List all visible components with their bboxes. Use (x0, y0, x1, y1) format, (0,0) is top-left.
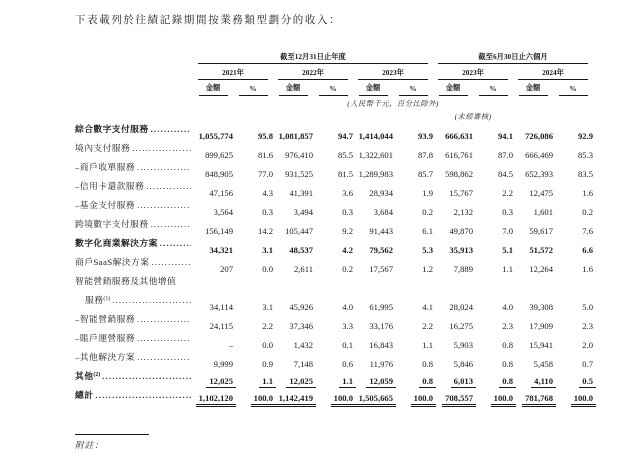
percent-cell: 5.3 (422, 245, 434, 255)
amount-cell: 616,761 (445, 150, 474, 160)
percent-cell: 0.2 (422, 207, 434, 217)
dot-leader (151, 219, 191, 229)
percent-cell: 100.0 (233, 388, 273, 407)
table-body (75, 122, 593, 407)
table-row (75, 312, 593, 331)
year-header-row (75, 64, 593, 80)
spacer-cell (75, 80, 193, 96)
spacer-cell (513, 109, 593, 122)
percent-cell: 0.3 (502, 207, 514, 217)
row-label: 其他$^{(2)}$ ..... (75, 369, 193, 382)
table-row (75, 369, 593, 388)
amount-header: 金額 (273, 80, 313, 96)
percent-cell: 83.5 (577, 169, 594, 179)
amount-cell: 12,025 (193, 369, 233, 388)
row-label: 境內支付服務 ..... (75, 141, 193, 154)
spacer-cell (75, 109, 193, 122)
percent-cell: 2.2 (502, 188, 514, 198)
percent-header: % (393, 80, 433, 96)
percent-cell: 0.1 (342, 340, 353, 350)
amount-cell: 1,081,857 (278, 131, 313, 141)
year-header-2024-interim: 2024年 (513, 64, 593, 80)
amount-cell: 39,308 (529, 302, 554, 312)
amount-cell: 1,432 (293, 340, 313, 350)
percent-cell: 1.9 (422, 188, 434, 198)
amount-cell: 12,059 (353, 369, 393, 388)
percent-cell: 84.5 (497, 169, 514, 179)
table-row (75, 255, 593, 274)
percent-cell: 5.1 (502, 245, 514, 255)
year-header-2023: 2023年 (353, 64, 433, 80)
row-label: 綜合數字支付服務 ..... (75, 122, 193, 135)
footnote-divider (75, 434, 149, 435)
percent-cell: 3.6 (342, 188, 353, 198)
amount-cell: 51,572 (529, 245, 554, 255)
amount-cell: 708,557 (433, 388, 473, 407)
amount-cell: 28,934 (369, 188, 393, 198)
percent-cell: 77.0 (257, 169, 273, 179)
amount-cell: 899,625 (205, 150, 233, 160)
percent-cell: 6.1 (422, 226, 434, 236)
percent-header: % (233, 80, 273, 96)
table-row (75, 198, 593, 217)
amount-cell: 1,055,774 (198, 131, 233, 141)
amount-cell: 5,903 (453, 340, 474, 350)
row-label: –其他解決方案 ..... (75, 350, 193, 363)
currency-note: (人民幣千元，百分比除外) (347, 99, 439, 108)
dot-leader (137, 162, 191, 172)
table-row (75, 236, 593, 255)
percent-cell: 2.0 (582, 340, 594, 350)
table-row (75, 293, 593, 312)
percent-cell: 2.2 (422, 321, 434, 331)
percent-cell: 4.0 (342, 302, 353, 312)
amount-cell: 3,494 (293, 207, 313, 217)
spacer-cell (193, 109, 433, 122)
row-label: –賬戶運營服務 ..... (75, 331, 193, 344)
percent-cell: 0.5 (553, 369, 593, 388)
row-label: 總計 ..... (75, 388, 193, 401)
percent-cell: 93.9 (417, 131, 434, 141)
amount-cell: 45,926 (289, 302, 313, 312)
row-label: 數字化商業解決方案 ..... (75, 236, 193, 249)
percent-cell: 81.5 (337, 169, 353, 179)
percent-cell: 0.9 (262, 359, 273, 369)
percent-cell: 0.6 (342, 359, 353, 369)
percent-cell: 100.0 (313, 388, 353, 407)
amount-cell: 4,110 (513, 369, 553, 388)
dot-leader (102, 371, 191, 381)
amount-cell: 47,156 (209, 188, 233, 198)
dot-leader (146, 181, 191, 191)
percent-cell: 4.0 (502, 302, 514, 312)
year-header-2021: 2021年 (193, 64, 273, 80)
row-label: 服務$^{(1)}$ ..... (75, 293, 193, 306)
dot-leader (112, 295, 191, 305)
table-header (75, 46, 593, 122)
unaudited-note: (未經審核) (454, 112, 492, 121)
footnote-ref: (1) (103, 296, 111, 303)
table-row (75, 388, 593, 407)
table-row (75, 350, 593, 369)
amount-header: 金額 (433, 80, 473, 96)
percent-cell: 3.1 (262, 302, 273, 312)
unaudited-note-row (75, 109, 593, 122)
percent-cell: 6.6 (582, 245, 594, 255)
table-row (75, 141, 593, 160)
amount-cell: 598,862 (445, 169, 474, 179)
percent-header: % (473, 80, 513, 96)
amount-cell: 41,391 (289, 188, 313, 198)
percent-cell: 94.1 (497, 131, 514, 141)
percent-cell: 2.3 (582, 321, 594, 331)
dot-leader (132, 143, 191, 153)
amount-cell: 931,525 (285, 169, 313, 179)
percent-cell: 0.0 (262, 340, 273, 350)
amount-cell: 7,889 (453, 264, 474, 274)
amount-cell: 1,505,665 (353, 388, 393, 407)
percent-cell: 14.2 (257, 226, 273, 236)
table-row (75, 179, 593, 198)
amount-cell: 1,102,120 (193, 388, 233, 407)
amount-cell: 105,447 (285, 226, 313, 236)
percent-cell: 1.6 (582, 188, 594, 198)
table-row (75, 331, 593, 350)
amount-header: 金額 (353, 80, 393, 96)
percent-cell: 100.0 (553, 388, 593, 407)
percent-cell: 95.8 (257, 131, 273, 141)
percent-cell: 87.8 (417, 150, 434, 160)
dot-leader (137, 352, 191, 362)
amount-cell: 7,148 (293, 359, 313, 369)
percent-cell: 7.0 (502, 226, 514, 236)
annual-period-header (193, 46, 433, 64)
amount-cell: 1,601 (533, 207, 554, 217)
percent-cell: 7.6 (582, 226, 594, 236)
amount-cell: 12,025 (273, 369, 313, 388)
amount-percent-header-row (75, 80, 593, 96)
annual-period-label: 截至12月31日止年度 (198, 52, 428, 64)
row-label: 商戶SaaS解決方案 ..... (75, 255, 193, 268)
dot-leader (160, 238, 191, 248)
percent-cell: 4.2 (342, 245, 353, 255)
table-row (75, 122, 593, 141)
page-title: 下表載列於往績記錄期間按業務類型劃分的收入： (75, 15, 342, 26)
interim-period-label: 截至6月30日止六個月 (438, 52, 588, 64)
percent-cell: 0.3 (342, 207, 353, 217)
table-row (75, 217, 593, 236)
amount-cell: 33,176 (369, 321, 393, 331)
amount-cell: 34,321 (209, 245, 233, 255)
amount-cell: 37,346 (289, 321, 313, 331)
amount-cell: 3,684 (373, 207, 393, 217)
amount-cell: 48,537 (289, 245, 313, 255)
percent-cell: 100.0 (473, 388, 513, 407)
amount-cell: 11,976 (369, 359, 393, 369)
percent-cell: 1.2 (422, 264, 434, 274)
currency-note-row (75, 96, 593, 109)
dot-leader (137, 314, 191, 324)
percent-cell: 81.6 (257, 150, 273, 160)
percent-cell: 0.8 (393, 369, 433, 388)
percent-cell: 0.3 (262, 207, 273, 217)
amount-cell: 12,264 (529, 264, 554, 274)
percent-cell: 0.2 (582, 207, 594, 217)
amount-cell: 666,469 (525, 150, 554, 160)
percent-cell: 0.7 (582, 359, 594, 369)
amount-cell: 1,322,601 (358, 150, 393, 160)
amount-cell: 6,013 (433, 369, 473, 388)
amount-header: 金額 (513, 80, 553, 96)
amount-cell: 726,086 (525, 131, 554, 141)
amount-cell: 12,475 (529, 188, 554, 198)
table-row (75, 160, 593, 179)
amount-cell: 976,410 (285, 150, 313, 160)
amount-cell: 1,142,419 (273, 388, 313, 407)
row-label: –信用卡還款服務 ..... (75, 179, 193, 192)
amount-cell: 1,289,983 (358, 169, 393, 179)
spacer-cell (193, 274, 593, 293)
percent-cell: 3.3 (342, 321, 353, 331)
amount-cell: 207 (220, 264, 233, 274)
dot-leader (137, 333, 191, 343)
amount-header: 金額 (193, 80, 233, 96)
percent-cell: 100.0 (393, 388, 433, 407)
spacer-cell (75, 96, 193, 109)
amount-cell: – (228, 340, 233, 350)
amount-cell: 666,631 (445, 131, 474, 141)
amount-cell: 848,905 (205, 169, 233, 179)
amount-cell: 1,414,044 (358, 131, 393, 141)
amount-cell: 3,564 (213, 207, 233, 217)
percent-cell: 4.1 (422, 302, 434, 312)
percent-cell: 85.5 (337, 150, 353, 160)
percent-cell: 87.0 (497, 150, 514, 160)
percent-cell: 1.1 (233, 369, 273, 388)
dot-leader (95, 390, 191, 400)
percent-cell: 0.0 (262, 264, 273, 274)
year-header-2022: 2022年 (273, 64, 353, 80)
amount-cell: 17,567 (369, 264, 393, 274)
dot-leader (151, 124, 191, 134)
percent-cell: 3.1 (262, 245, 273, 255)
percent-cell: 1.1 (313, 369, 353, 388)
percent-cell: 92.9 (577, 131, 594, 141)
amount-cell: 17,909 (529, 321, 554, 331)
amount-cell: 5,846 (453, 359, 474, 369)
percent-cell: 94.7 (337, 131, 353, 141)
row-label: 智能營銷服務及其他增值 (75, 276, 177, 286)
dot-leader (151, 257, 191, 267)
percent-cell: 9.2 (342, 226, 353, 236)
spacer-cell (75, 64, 193, 80)
amount-cell: 2,611 (293, 264, 313, 274)
amount-cell: 34,114 (209, 302, 233, 312)
amount-cell: 16,843 (369, 340, 393, 350)
revenue-by-business-table (75, 46, 593, 407)
amount-cell: 15,767 (449, 188, 474, 198)
percent-header: % (553, 80, 593, 96)
row-label: –智能營銷服務 ..... (75, 312, 193, 325)
amount-cell: 28,024 (449, 302, 474, 312)
amount-cell: 49,870 (449, 226, 474, 236)
amount-cell: 59,617 (529, 226, 554, 236)
percent-cell: 0.8 (502, 340, 514, 350)
amount-cell: 2,132 (453, 207, 474, 217)
table-row (75, 274, 593, 293)
row-label: 跨境數字支付服務 ..... (75, 217, 193, 230)
amount-cell: 16,275 (449, 321, 474, 331)
percent-cell: 1.1 (422, 340, 434, 350)
amount-cell: 5,458 (533, 359, 554, 369)
amount-cell: 35,913 (449, 245, 474, 255)
percent-cell: 0.2 (342, 264, 353, 274)
amount-cell: 9,999 (213, 359, 233, 369)
percent-cell: 0.8 (502, 359, 514, 369)
amount-cell: 91,443 (369, 226, 393, 236)
amount-cell: 652,393 (525, 169, 554, 179)
interim-period-header (433, 46, 593, 64)
amount-cell: 156,149 (205, 226, 233, 236)
year-header-2023-interim: 2023年 (433, 64, 513, 80)
percent-cell: 1.1 (502, 264, 514, 274)
percent-cell: 2.2 (262, 321, 273, 331)
percent-cell: 2.3 (502, 321, 514, 331)
percent-cell: 1.6 (582, 264, 594, 274)
spacer-cell (75, 46, 193, 64)
amount-cell: 61,995 (369, 302, 393, 312)
amount-cell: 79,562 (369, 245, 393, 255)
percent-cell: 85.7 (417, 169, 434, 179)
percent-cell: 0.8 (422, 359, 434, 369)
amount-cell: 15,941 (529, 340, 554, 350)
percent-cell: 4.3 (262, 188, 273, 198)
footnote-label: 附註： (75, 440, 104, 450)
dot-leader (137, 200, 191, 210)
percent-cell: 5.0 (582, 302, 594, 312)
percent-header: % (313, 80, 353, 96)
period-span-row (75, 46, 593, 64)
amount-cell: 781,768 (513, 388, 553, 407)
percent-cell: 0.8 (473, 369, 513, 388)
percent-cell: 85.3 (577, 150, 594, 160)
amount-cell: 24,115 (209, 321, 233, 331)
row-label: –基金支付服務 ..... (75, 198, 193, 211)
row-label: –商戶收單服務 ..... (75, 160, 193, 173)
footnote-ref: (2) (93, 372, 101, 379)
